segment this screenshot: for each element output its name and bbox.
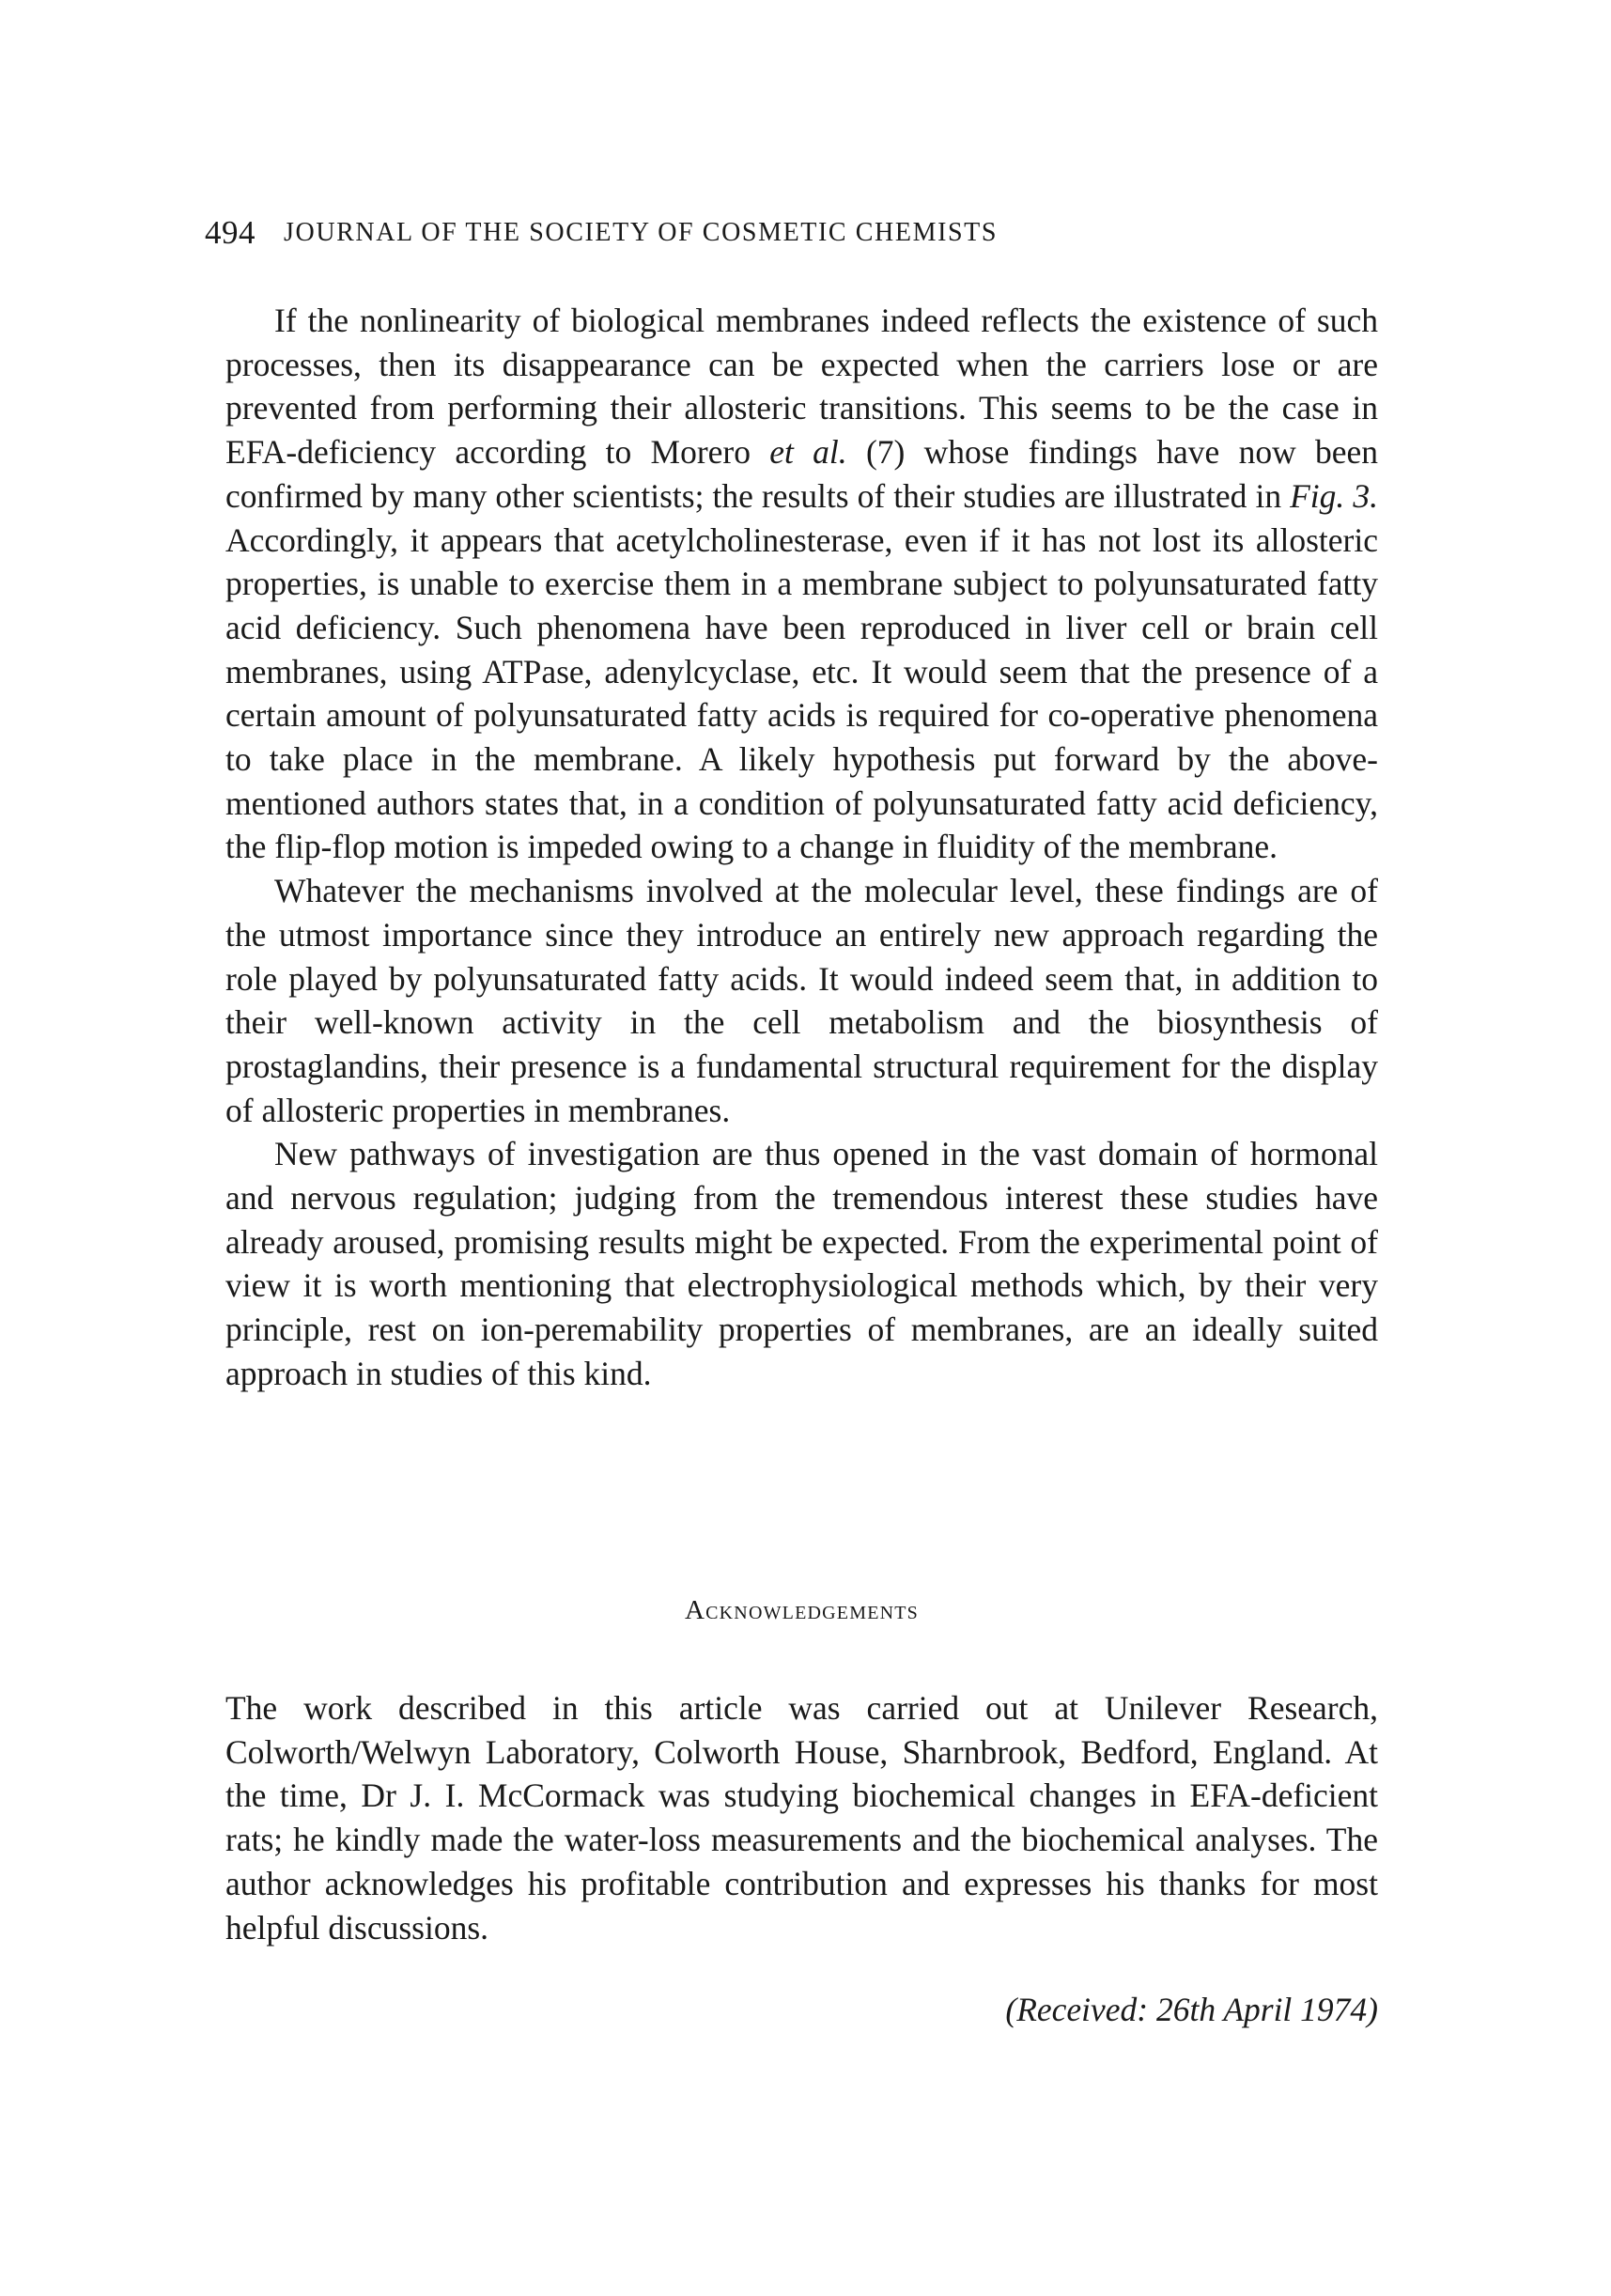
paragraph-1-part-b: (7) whose findings have now been confirmed by many other scientists; the results of their studies are illustrated in [225,433,1379,515]
acknowledgements-heading: Acknowledgements [684,1595,919,1625]
paragraph-1-part-c: Accordingly, it appears that acetylcholinesterase, even if it has not lost its allosteric properties, is unable to exercise them in a membrane subject to polyunsaturated fatty acid deficiency. Such phenomena have been reproduced in liver cell or brain cell membranes, using ATPase, adenylcyclase, etc. It would seem that the presence of a certain amount of polyunsaturated fatty acids is required for co-operative phenomena to take place in the membrane. A likely hypothesis put forward by the above-mentioned authors states that, in a condition of polyunsaturated fatty acid deficiency, the flip-flop motion is impeded owing to a change in fluidity of the membrane. [225,520,1378,866]
article-body [225,299,1378,1396]
acknowledgements-section [225,1686,1378,1949]
acknowledgements-text: The work described in this article was carried out at Unilever Research, Colworth/Welwyn Laboratory, Colworth House, Sharnbrook, Bedford, England. At the time, Dr J. I. McCormack was studying biochemical changes in EFA-deficient rats; he kindly made the water-loss measurements and the biochemical analyses. The author acknowledges his profitable contribution and expresses his thanks for most helpful discussions. [225,1689,1378,1947]
page-number: 494 [205,214,256,251]
paragraph-1-part-a: If the nonlinearity of biological membranes indeed reflects the existence of such processes, then its disappearance can be expected when the carriers lose or are prevented from performing their allosteric transitions. This seems to be the case in EFA-deficiency according to Morero [225,302,1378,472]
received-date: (Received: 26th April 1974) [1005,1991,1378,2028]
paragraph-2: Whatever the mechanisms involved at the molecular level, these findings are of the utmost importance since they introduce an entirely new approach regarding the role played by polyunsaturated fatty acids. It would indeed seem that, in addition to their well-known activity in the cell metabolism and the biosynthesis of prostaglandins, their presence is a fundamental structural requirement for the display of allosteric properties in membranes. [225,872,1378,1129]
et-al-citation: et al. [769,433,847,472]
journal-title: JOURNAL OF THE SOCIETY OF COSMETIC CHEMISTS [284,218,999,247]
paragraph-3: New pathways of investigation are thus opened in the vast domain of hormonal and nervous regulation; judging from the tremendous interest these studies have already aroused, promising results might be expected. From the experimental point of view it is worth mentioning that electrophysiological methods which, by their very principle, rest on ion-peremability properties of membranes, are an ideally suited approach in studies of this kind. [225,1135,1378,1392]
paragraph-1 [225,299,1378,869]
running-head [205,205,1388,261]
figure-reference: Fig. 3. [1290,476,1378,515]
